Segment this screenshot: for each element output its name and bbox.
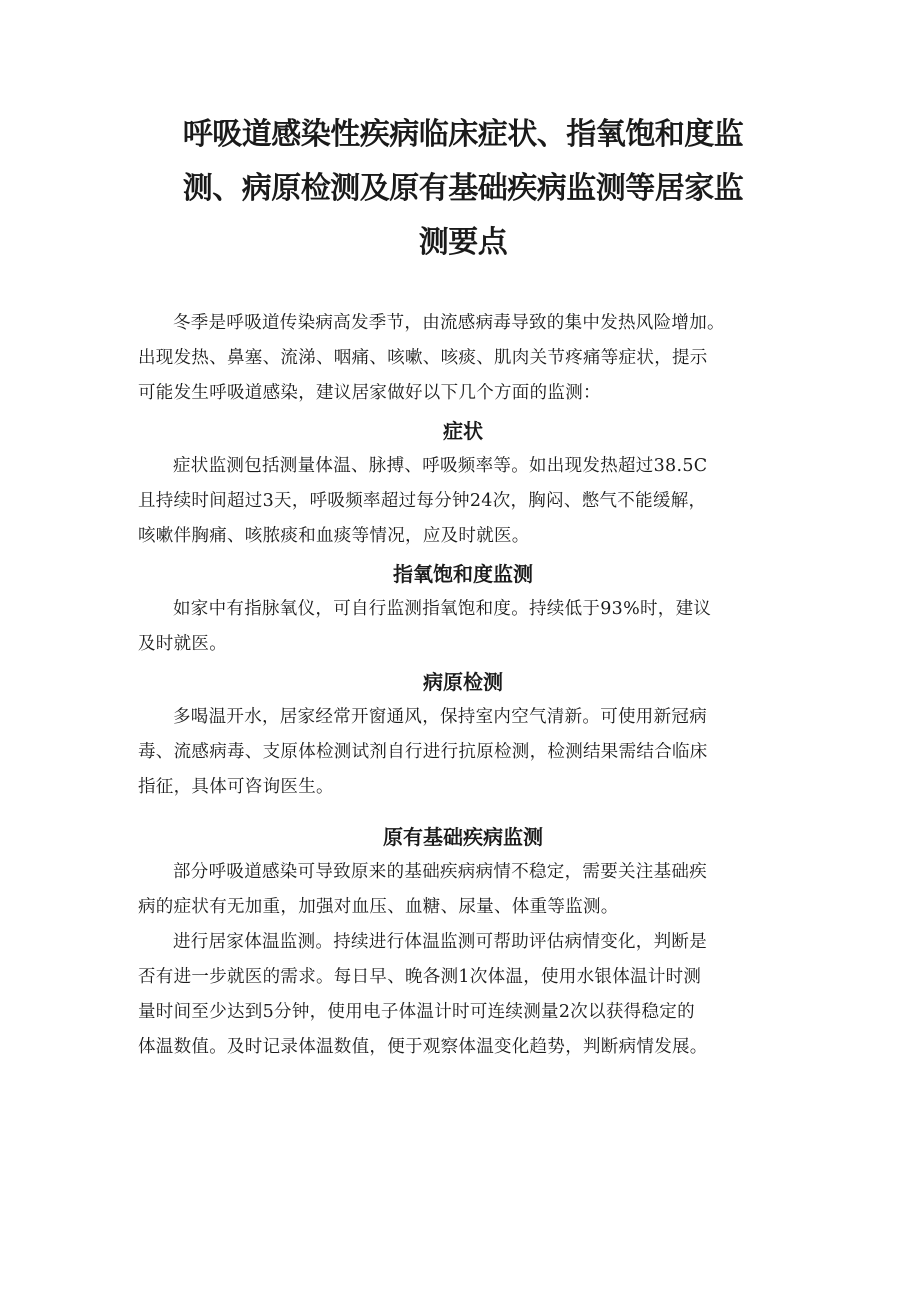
text-line: 及时就医。 — [138, 634, 227, 654]
text-line: 多喝温开水，居家经常开窗通风，保持室内空气清新。可使用新冠病 — [173, 707, 707, 727]
text-line: 可能发生呼吸道感染，建议居家做好以下几个方面的监测： — [138, 383, 601, 403]
title-line: 测、病原检测及原有基础疾病监测等居家监 — [182, 171, 744, 206]
text-line: 毒、流感病毒、支原体检测试剂自行进行抗原检测，检测结果需结合临床 — [138, 742, 708, 762]
text-line: 进行居家体温监测。持续进行体温监测可帮助评估病情变化，判断是 — [173, 932, 707, 952]
text-line: 且持续时间超过3天，呼吸频率超过每分钟24次，胸闷、憋气不能缓解， — [138, 491, 707, 511]
section-heading-oxygen: 指氧饱和度监测 — [393, 562, 533, 586]
text-line: 冬季是呼吸道传染病高发季节，由流感病毒导致的集中发热风险增加。 — [173, 313, 725, 333]
temperature-paragraph — [138, 925, 788, 1065]
text-line: 部分呼吸道感染可导致原来的基础疾病病情不稳定，需要关注基础疾 — [173, 862, 707, 882]
document-page — [138, 108, 788, 1065]
underlying-disease-paragraph — [138, 855, 788, 925]
symptoms-paragraph — [138, 449, 788, 554]
intro-paragraph — [138, 306, 788, 411]
text-line: 症状监测包括测量体温、脉搏、呼吸频率等。如出现发热超过38.5C — [173, 456, 708, 476]
section-heading-pathogen: 病原检测 — [423, 670, 503, 694]
text-line: 咳嗽伴胸痛、咳脓痰和血痰等情况，应及时就医。 — [138, 526, 530, 546]
title-line: 呼吸道感染性疾病临床症状、指氧饱和度监 — [182, 117, 744, 152]
text-line: 指征，具体可咨询医生。 — [138, 777, 334, 797]
text-line: 量时间至少达到5分钟，使用电子体温计时可连续测量2次以获得稳定的 — [138, 1002, 695, 1022]
text-line: 出现发热、鼻塞、流涕、咽痛、咳嗽、咳痰、肌肉关节疼痛等症状，提示 — [138, 348, 708, 368]
text-line: 体温数值。及时记录体温数值，便于观察体温变化趋势，判断病情发展。 — [138, 1037, 708, 1057]
section-heading-underlying-disease: 原有基础疾病监测 — [383, 825, 543, 849]
oxygen-paragraph — [138, 592, 788, 662]
text-line: 如家中有指脉氧仪，可自行监测指氧饱和度。持续低于93%时，建议 — [173, 599, 712, 619]
text-line: 病的症状有无加重，加强对血压、血糖、尿量、体重等监测。 — [138, 897, 619, 917]
section-heading-symptoms: 症状 — [443, 419, 483, 443]
text-line: 否有进一步就医的需求。每日早、晚各测1次体温，使用水银体温计时测 — [138, 967, 702, 987]
title-line: 测要点 — [418, 225, 508, 260]
pathogen-paragraph — [138, 700, 788, 805]
document-title — [138, 108, 788, 270]
